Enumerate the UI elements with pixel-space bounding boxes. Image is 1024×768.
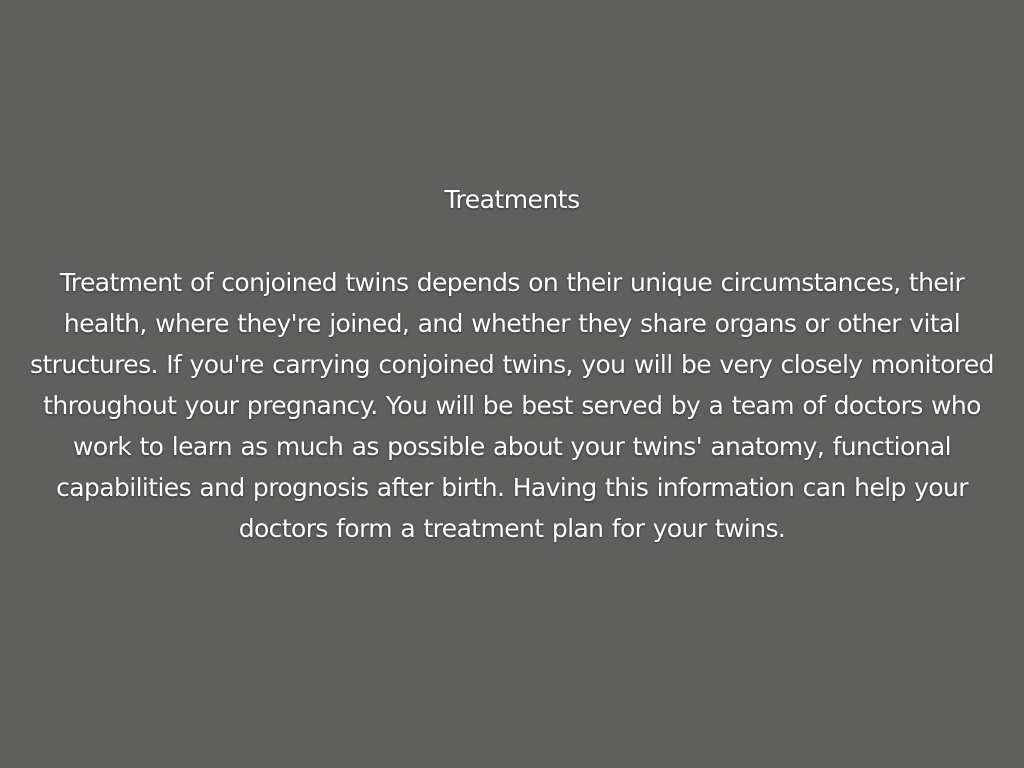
slide-body-text: Treatment of conjoined twins depends on their unique circumstances, their health, where they're joined, and whether they share organs or other vital structures. If you're carrying conjoined twins, you will be very closely monitored throughout your pregnancy. You will be best served by a team of doctors who work to learn as much as possible about your twins' anatomy, functional capabilities and prognosis after birth. Having this information can help your doctors form a treatment plan for your twins. — [30, 268, 994, 543]
slide-title: Treatments — [444, 185, 580, 214]
